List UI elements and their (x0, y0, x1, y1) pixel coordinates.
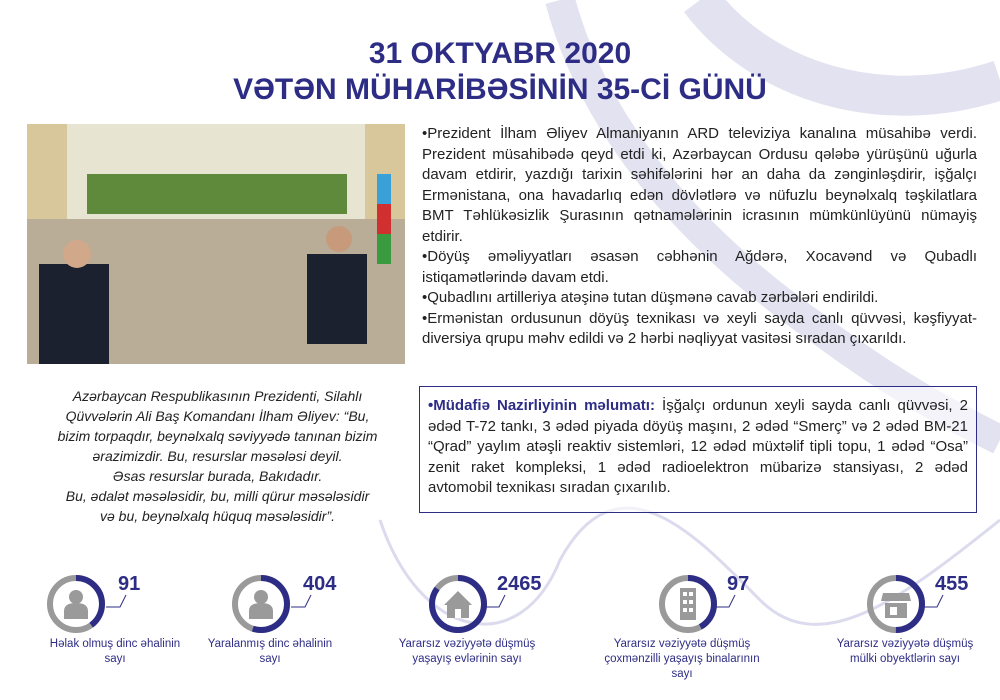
ministry-text: İşğalçı ordunun xeyli sayda canlı qüvvəsi, 2 ədəd T-72 tankı, 3 ədəd piyada döyüş maşını, 2 ədəd “Smerç” və 2 ədəd BM-21 “Qrad” yaylım atəşli reaktiv sistemləri, 12 ədəd müxtəlif tipli topu, 1 ədəd “Osa” zenit raket kompleksi, 1 ədəd radioelektron mübarizə stansiyası, 2 ədəd avtomobil texnikası sıradan çıxarılıb. (428, 397, 968, 496)
progress-ring (657, 573, 719, 635)
progress-ring (45, 573, 107, 635)
caption-line: Bu, ədalət məsələsidir, bu, milli qürur məsələsidir (65, 488, 370, 504)
shop-icon (881, 593, 911, 618)
stat-label: Yararsız vəziyyətə düşmüş mülki obyektlərin sayı (836, 638, 974, 665)
interview-photo (27, 124, 405, 364)
quote-caption (30, 386, 405, 526)
stat-value: 404 (303, 573, 337, 595)
stat-label: Yaralanmış dinc əhalinin sayı (207, 638, 333, 665)
stat-label: Yararsız vəziyyətə düşmüş çoxmənzilli yaşayış binalarının sayı (604, 638, 760, 680)
news-item: •Prezident İlham Əliyev Almaniyanın ARD televiziya kanalına müsahibə verdi. Prezident müsahibədə qeyd etdi ki, Azərbaycan Ordusu qələbə yürüşünü uğurla davam etdirir, yazdığı tarixin səhifələrini hər an daha da zənginləşdirir, işğalçı Ermənistana, ona havadarlıq edən dövlətlərə və nüfuzlu beynəlxalq təşkilatlara BMT Təhlükəsizlik Şurasının qətnamələrinin icrasının mümkünlüyünü nümayiş etdirir. (422, 125, 977, 245)
stat-1 (207, 573, 430, 693)
house-icon (444, 591, 472, 618)
stat-value: 91 (118, 573, 141, 595)
progress-ring (427, 573, 489, 635)
title-date: 31 OKTYABR 2020 (368, 37, 632, 70)
building-icon (680, 588, 696, 620)
stat-label: Həlak olmuş dinc əhalinin sayı (49, 638, 181, 665)
page-title (0, 36, 1000, 108)
ministry-heading: •Müdafiə Nazirliyinin məlumatı: (428, 397, 655, 414)
ministry-info-box (419, 386, 977, 513)
progress-ring (230, 573, 292, 635)
progress-ring (865, 573, 927, 635)
person-icon (64, 590, 88, 619)
news-text (422, 124, 977, 350)
stat-4 (836, 573, 1000, 693)
stat-label: Yararsız vəziyyətə düşmüş yaşayış evlərinin sayı (398, 638, 536, 665)
caption-line: və bu, beynəlxalq hüquq məsələsidir”. (99, 508, 336, 524)
news-item: •Döyüş əməliyyatları əsasən cəbhənin Ağdərə, Xocavənd və Qubadlı istiqamətlərində davam etdi. (422, 248, 977, 286)
caption-line: bizim torpaqdır, beynəlxalq səviyyədə tanınan bizim (57, 428, 378, 444)
news-item: •Ermənistan ordusunun döyüş texnikası və xeyli sayda canlı qüvvəsi, kəşfiyyat-diversiya qrupu məhv edildi və 2 hərbi nəqliyyat vasitəsi sıradan çıxarıldı. (422, 309, 977, 347)
stat-value: 2465 (497, 573, 542, 595)
stat-0 (45, 573, 245, 693)
person-icon (249, 590, 273, 619)
stat-value: 455 (935, 573, 969, 595)
news-item: •Qubadlını artilleriya atəşinə tutan düşmənə cavab zərbələri endirildi. (422, 289, 879, 306)
caption-line: ərazimizdir. Bu, resurslar məsələsi deyil. (92, 448, 343, 464)
caption-line: Azərbaycan Respublikasının Prezidenti, Silahlı (72, 388, 363, 404)
title-subtitle: VƏTƏN MÜHARİBƏSİNİN 35-Cİ GÜNÜ (233, 73, 767, 106)
stat-value: 97 (727, 573, 750, 595)
caption-line: Əsas resurslar burada, Bakıdadır. (112, 468, 323, 484)
stat-3 (604, 573, 857, 693)
caption-line: Qüvvələrin Ali Baş Komandanı İlham Əliyev: “Bu, (65, 408, 370, 424)
